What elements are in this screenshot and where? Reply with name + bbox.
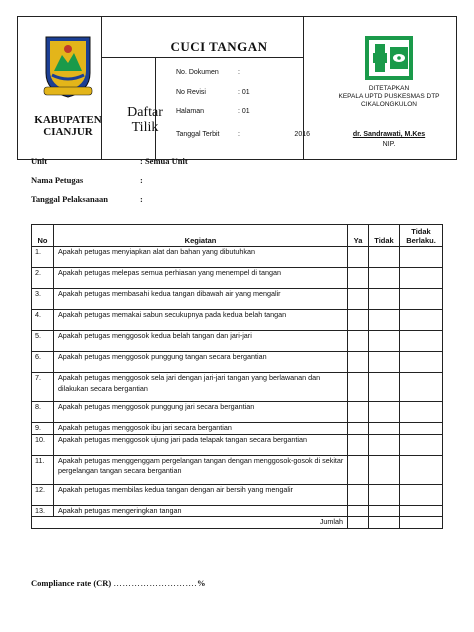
unit-label: Unit [31, 156, 48, 166]
row-tidak-berlaku-cell[interactable] [400, 373, 443, 402]
row-ya-cell[interactable] [348, 402, 369, 423]
row-number: 4. [32, 310, 54, 331]
table-row [32, 402, 443, 423]
table-row [32, 484, 443, 505]
row-tidak-cell[interactable] [369, 268, 400, 289]
issue-date-colon: : [238, 131, 240, 138]
total-label: Jumlah [32, 517, 348, 529]
kepala-label: KEPALA UPTD PUSKESMAS DTP [338, 93, 440, 100]
row-activity: Apakah petugas menggosok ibu jari secara bergantian [54, 423, 348, 435]
kabupaten-label [18, 114, 118, 138]
unit-value: : Semua Unit [140, 156, 188, 166]
table-row [32, 352, 443, 373]
document-title: CUCI TANGAN [170, 39, 268, 54]
row-activity: Apakah petugas menggosok ujung jari pada telapak tangan secara bergantian [54, 434, 348, 455]
row-number: 9. [32, 423, 54, 435]
table-row [32, 423, 443, 435]
issue-date-year: 2016 [294, 131, 310, 138]
row-activity: Apakah petugas menggosok kedua belah tangan dan jari-jari [54, 331, 348, 352]
row-activity: Apakah petugas menyiapkan alat dan bahan yang dibutuhkan [54, 247, 348, 268]
row-ya-cell[interactable] [348, 268, 369, 289]
doc-number-label: No. Dokumen [176, 69, 219, 76]
compliance-rate-label: Compliance rate (CR) [31, 578, 112, 588]
row-ya-cell[interactable] [348, 310, 369, 331]
revision-label: No Revisi [176, 89, 206, 96]
unit-row [0, 156, 474, 168]
row-number: 7. [32, 373, 54, 402]
compliance-rate-unit: % [197, 578, 206, 588]
row-ya-cell[interactable] [348, 352, 369, 373]
ditetapkan-label: DITETAPKAN [368, 85, 410, 92]
row-activity: Apakah petugas menggosok punggung tangan secara bergantian [54, 352, 348, 373]
page-label: Halaman [176, 108, 205, 115]
petugas-value: : [140, 175, 143, 185]
row-tidak-berlaku-cell[interactable] [400, 289, 443, 310]
row-ya-cell[interactable] [348, 247, 369, 268]
total-ya-cell[interactable] [348, 517, 369, 529]
compliance-rate-blank[interactable]: ………………………. [113, 578, 198, 588]
tanggal-label: Tanggal Pelaksanaan [31, 194, 108, 204]
ditetapkan-block [320, 85, 458, 109]
col-tidak-berlaku: Tidak Berlaku. [400, 225, 443, 247]
lokasi-label: CIKALONGKULON [361, 101, 417, 108]
row-number: 10. [32, 434, 54, 455]
table-row [32, 505, 443, 517]
row-activity: Apakah petugas melepas semua perhiasan yang menempel di tangan [54, 268, 348, 289]
row-tidak-cell[interactable] [369, 373, 400, 402]
row-tidak-berlaku-cell[interactable] [400, 268, 443, 289]
page-row [174, 108, 320, 118]
nip-label: NIP. [382, 141, 396, 148]
row-number: 8. [32, 402, 54, 423]
row-activity: Apakah petugas memakai sabun secukupnya pada kedua belah tangan [54, 310, 348, 331]
doc-number-row [174, 69, 320, 79]
row-number: 13. [32, 505, 54, 517]
row-tidak-berlaku-cell[interactable] [400, 484, 443, 505]
kabupaten-line-1: KABUPATEN [34, 114, 102, 126]
row-tidak-cell[interactable] [369, 423, 400, 435]
page-value: : 01 [238, 108, 250, 115]
table-row [32, 455, 443, 484]
row-tidak-cell[interactable] [369, 505, 400, 517]
col-kegiatan: Kegiatan [54, 225, 348, 247]
row-tidak-berlaku-cell[interactable] [400, 505, 443, 517]
petugas-label: Nama Petugas [31, 175, 84, 185]
row-ya-cell[interactable] [348, 423, 369, 435]
cianjur-emblem-logo [40, 33, 96, 99]
table-header-row [32, 225, 443, 247]
puskesmas-logo [364, 35, 414, 81]
row-ya-cell[interactable] [348, 455, 369, 484]
row-tidak-cell[interactable] [369, 402, 400, 423]
table-row [32, 434, 443, 455]
tanggal-value: : [140, 194, 143, 204]
tilik-line: Tilik [131, 120, 159, 135]
total-tidak-berlaku-cell[interactable] [400, 517, 443, 529]
total-row [32, 517, 443, 529]
row-activity: Apakah petugas membasahi kedua tangan dibawah air yang mengalir [54, 289, 348, 310]
col-ya: Ya [348, 225, 369, 247]
total-tidak-cell[interactable] [369, 517, 400, 529]
row-ya-cell[interactable] [348, 505, 369, 517]
row-number: 5. [32, 331, 54, 352]
row-tidak-berlaku-cell[interactable] [400, 310, 443, 331]
document-header [17, 16, 457, 160]
doc-number-colon: : [238, 69, 240, 76]
row-tidak-berlaku-cell[interactable] [400, 247, 443, 268]
row-number: 6. [32, 352, 54, 373]
col-no: No [32, 225, 54, 247]
row-tidak-cell[interactable] [369, 289, 400, 310]
row-tidak-cell[interactable] [369, 331, 400, 352]
checklist-table [31, 224, 443, 529]
row-tidak-berlaku-cell[interactable] [400, 434, 443, 455]
revision-value: : 01 [238, 89, 250, 96]
row-activity: Apakah petugas menggenggam pergelangan tangan dengan menggosok-gosok di sekitar pergelangan tangan secara bergantian [54, 455, 348, 484]
table-row [32, 289, 443, 310]
petugas-row [0, 175, 474, 187]
table-row [32, 268, 443, 289]
row-ya-cell[interactable] [348, 434, 369, 455]
row-tidak-cell[interactable] [369, 310, 400, 331]
row-tidak-berlaku-cell[interactable] [400, 423, 443, 435]
issue-date-label: Tanggal Terbit [176, 131, 220, 138]
row-number: 3. [32, 289, 54, 310]
row-tidak-berlaku-cell[interactable] [400, 352, 443, 373]
daftar-line: Daftar [127, 105, 163, 120]
row-tidak-cell[interactable] [369, 484, 400, 505]
row-ya-cell[interactable] [348, 289, 369, 310]
compliance-rate [31, 578, 206, 588]
row-tidak-cell[interactable] [369, 352, 400, 373]
row-activity: Apakah petugas menggosok sela jari dengan jari-jari tangan yang berlawanan dan dilakukan secara bergantian [54, 373, 348, 402]
row-number: 12. [32, 484, 54, 505]
row-tidak-berlaku-cell[interactable] [400, 402, 443, 423]
header-divider [101, 57, 303, 58]
row-activity: Apakah petugas mengeringkan tangan [54, 505, 348, 517]
revision-row [174, 89, 320, 99]
row-tidak-cell[interactable] [369, 247, 400, 268]
table-row [32, 310, 443, 331]
row-ya-cell[interactable] [348, 331, 369, 352]
daftar-tilik-label [118, 105, 172, 135]
kabupaten-line-2: CIANJUR [43, 126, 93, 138]
row-activity: Apakah petugas membilas kedua tangan dengan air bersih yang mengalir [54, 484, 348, 505]
tanggal-row [0, 194, 474, 206]
row-number: 2. [32, 268, 54, 289]
row-ya-cell[interactable] [348, 484, 369, 505]
row-number: 11. [32, 455, 54, 484]
row-activity: Apakah petugas menggosok punggung jari secara bergantian [54, 402, 348, 423]
row-number: 1. [32, 247, 54, 268]
row-ya-cell[interactable] [348, 373, 369, 402]
table-row [32, 331, 443, 352]
row-tidak-cell[interactable] [369, 455, 400, 484]
issue-date-row [174, 131, 320, 141]
doctor-name: dr. Sandrawati, M.Kes [352, 131, 426, 138]
table-row [32, 247, 443, 268]
row-tidak-berlaku-cell[interactable] [400, 455, 443, 484]
col-tidak: Tidak [369, 225, 400, 247]
row-tidak-berlaku-cell[interactable] [400, 331, 443, 352]
table-row [32, 373, 443, 402]
row-tidak-cell[interactable] [369, 434, 400, 455]
